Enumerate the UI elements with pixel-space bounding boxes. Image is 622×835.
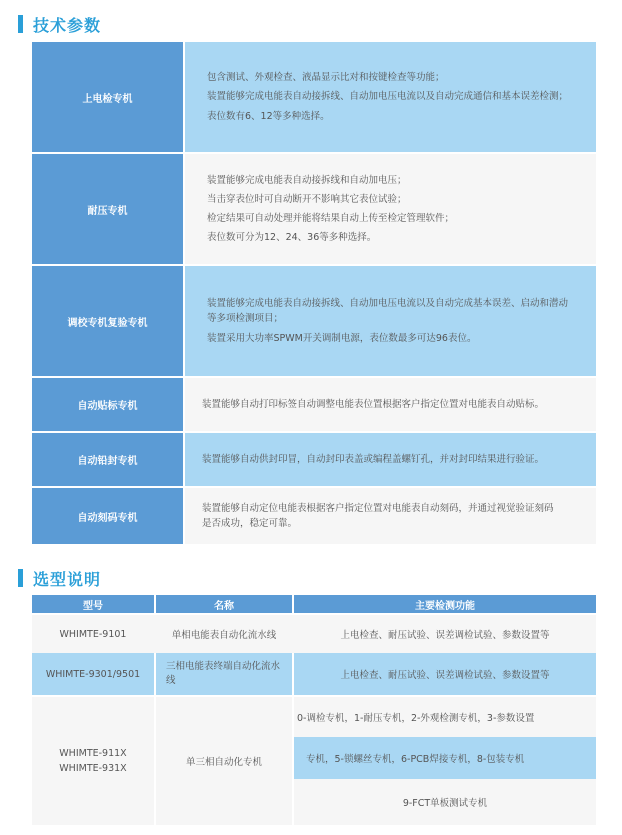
- section-title: 技术参数: [33, 15, 102, 35]
- spec-line: 装置能够完成电能表自动接拆线和自动加电压；: [207, 174, 407, 186]
- spec-label: 自动贴标专机: [32, 378, 183, 431]
- name-cell: 三相电能表终端自动化流水线: [166, 660, 281, 686]
- spec-label: 自动刻码专机: [32, 488, 183, 544]
- spec-content: [185, 488, 596, 544]
- spec-content: [185, 154, 596, 264]
- spec-row: [32, 266, 596, 376]
- function-cell: [294, 697, 596, 825]
- spec-content: [185, 433, 596, 486]
- table-row: [32, 653, 596, 695]
- spec-line: 检定结果可自动处理并能将结果自动上传至检定管理软件；: [207, 213, 455, 224]
- spec-line: 当击穿表位时可自动断开不影响其它表位试验；: [207, 193, 407, 205]
- function-line: 9-FCT单板测试专机: [402, 798, 488, 809]
- column-header: 型号: [32, 595, 154, 613]
- spec-line: 装置能够完成电能表自动接拆线、自动加电压电流以及自动完成通信和基本误差检测；: [207, 91, 569, 103]
- model-line: WHIMTE-931X: [59, 763, 127, 774]
- spec-line: 表位数有6、12等多种选择。: [207, 110, 330, 122]
- function-line: 0-调检专机，1-耐压专机，2-外观检测专机，3-参数设置: [297, 713, 535, 724]
- spec-line: 包含测试、外观检查、液晶显示比对和按键检查等功能；: [207, 72, 445, 84]
- spec-line: 装置采用大功率SPWM开关调制电源，表位数最多可达96表位。: [207, 332, 477, 344]
- section-accent-bar: [18, 15, 23, 33]
- column-header: 主要检测功能: [294, 595, 596, 613]
- spec-line: 装置能够自动供封印冒，自动封印表盖或编程盖螺钉孔，并对封印结果进行验证。: [202, 453, 545, 465]
- spec-row: [32, 154, 596, 264]
- model-cell: [32, 697, 154, 825]
- spec-line: 装置能够完成电能表自动接拆线、自动加电压电流以及自动完成基本误差、启动和潜动等多项检测项目；: [207, 298, 569, 325]
- column-header: 名称: [156, 595, 292, 613]
- spec-row: [32, 42, 596, 152]
- spec-row: [32, 488, 596, 544]
- name-cell: 单相电能表自动化流水线: [171, 630, 277, 641]
- section-title: 选型说明: [33, 569, 102, 589]
- spec-content: [185, 42, 596, 152]
- spec-row: [32, 433, 596, 486]
- spec-line: 表位数可分为12、24、36等多种选择。: [207, 232, 377, 244]
- table-row: [32, 697, 596, 825]
- spec-label: 耐压专机: [32, 154, 183, 264]
- model-cell: WHIMTE-9101: [59, 628, 127, 640]
- section-header-specs: [18, 14, 101, 34]
- section-accent-bar: [18, 569, 23, 587]
- name-cell: 单三相自动化专机: [185, 757, 262, 768]
- section-header-models: [18, 568, 101, 588]
- table-row: [32, 615, 596, 653]
- function-line: 专机，5-锁螺丝专机，6-PCB焊接专机，8-包装专机: [294, 737, 596, 779]
- spec-line: 装置能够自动打印标签自动调整电能表位置根据客户指定位置对电能表自动贴标。: [202, 398, 545, 410]
- function-cell: 上电检查、耐压试验、误差调检试验、参数设置等: [340, 670, 550, 681]
- function-cell: 上电检查、耐压试验、误差调检试验、参数设置等: [340, 630, 550, 641]
- spec-content: [185, 378, 596, 431]
- spec-label: 调校专机复验专机: [32, 266, 183, 376]
- model-cell: WHIMTE-9301/9501: [45, 668, 141, 680]
- model-line: WHIMTE-911X: [59, 747, 127, 759]
- model-table: [32, 595, 596, 825]
- table-header: [32, 595, 596, 613]
- spec-line: 装置能够自动定位电能表根据客户指定位置对电能表自动刻码，并通过视觉验证刻码是否成功，稳定可靠。: [202, 502, 554, 529]
- spec-row: [32, 378, 596, 431]
- spec-label: 上电检专机: [32, 42, 183, 152]
- spec-label: 自动铅封专机: [32, 433, 183, 486]
- spec-table: [32, 42, 596, 546]
- spec-content: [185, 266, 596, 376]
